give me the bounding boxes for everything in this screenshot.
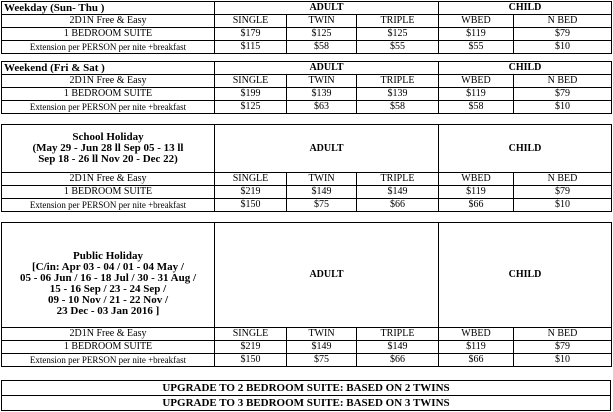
public-holiday-ext-nbed: $10 bbox=[514, 354, 612, 367]
public-holiday-title bbox=[2, 223, 215, 328]
school-holiday-title-line: School Holiday bbox=[72, 131, 144, 143]
weekday-package: 2D1N Free & Easy bbox=[2, 15, 215, 28]
weekend-header-triple: TRIPLE bbox=[357, 75, 439, 88]
weekend-room-wbed: $119 bbox=[439, 88, 514, 101]
weekday-child-header: CHILD bbox=[439, 2, 612, 15]
school-holiday-header-triple: TRIPLE bbox=[357, 173, 439, 186]
school-holiday-room-wbed: $119 bbox=[439, 186, 514, 199]
public-holiday-package: 2D1N Free & Easy bbox=[2, 328, 215, 341]
public-holiday-child-header: CHILD bbox=[439, 223, 612, 328]
school-holiday-room-twin: $149 bbox=[287, 186, 357, 199]
school-holiday-room-single: $219 bbox=[215, 186, 287, 199]
school-holiday-ext-triple: $66 bbox=[357, 199, 439, 212]
weekday-ext-triple: $55 bbox=[357, 41, 439, 54]
public-holiday-rate-table bbox=[1, 222, 612, 367]
weekend-ext-wbed: $58 bbox=[439, 101, 514, 114]
school-holiday-header-wbed: WBED bbox=[439, 173, 514, 186]
public-holiday-room-twin: $149 bbox=[287, 341, 357, 354]
school-holiday-title bbox=[2, 125, 215, 173]
school-holiday-room-nbed: $79 bbox=[514, 186, 612, 199]
weekend-room-single: $199 bbox=[215, 88, 287, 101]
school-holiday-header-twin: TWIN bbox=[287, 173, 357, 186]
weekend-ext-twin: $63 bbox=[287, 101, 357, 114]
weekday-header-nbed: N BED bbox=[514, 15, 612, 28]
weekday-title: Weekday (Sun- Thu ) bbox=[2, 2, 215, 15]
weekday-room-label: 1 BEDROOM SUITE bbox=[2, 28, 215, 41]
weekday-extension-label: Extension per PERSON per nite +breakfast bbox=[2, 41, 215, 54]
public-holiday-dates-line: [C/in: Apr 03 - 04 / 01 - 04 May / bbox=[32, 261, 184, 273]
public-holiday-header-triple: TRIPLE bbox=[357, 328, 439, 341]
school-holiday-ext-nbed: $10 bbox=[514, 199, 612, 212]
weekday-rate-table bbox=[1, 1, 612, 54]
public-holiday-title-line: Public Holiday bbox=[73, 250, 143, 262]
weekday-header-twin: TWIN bbox=[287, 15, 357, 28]
school-holiday-package: 2D1N Free & Easy bbox=[2, 173, 215, 186]
weekend-header-nbed: N BED bbox=[514, 75, 612, 88]
weekend-rate-table bbox=[1, 61, 612, 114]
weekend-package: 2D1N Free & Easy bbox=[2, 75, 215, 88]
public-holiday-header-nbed: N BED bbox=[514, 328, 612, 341]
weekday-room-twin: $125 bbox=[287, 28, 357, 41]
weekend-header-wbed: WBED bbox=[439, 75, 514, 88]
weekend-room-label: 1 BEDROOM SUITE bbox=[2, 88, 215, 101]
public-holiday-room-label: 1 BEDROOM SUITE bbox=[2, 341, 215, 354]
school-holiday-room-triple: $149 bbox=[357, 186, 439, 199]
public-holiday-dates-line: 05 - 06 Jun / 16 - 18 Jul / 30 - 31 Aug / bbox=[19, 272, 197, 284]
public-holiday-ext-triple: $66 bbox=[357, 354, 439, 367]
weekend-child-header: CHILD bbox=[439, 62, 612, 75]
public-holiday-header-single: SINGLE bbox=[215, 328, 287, 341]
weekend-adult-header: ADULT bbox=[215, 62, 439, 75]
public-holiday-ext-twin: $75 bbox=[287, 354, 357, 367]
school-holiday-extension-label: Extension per PERSON per nite +breakfast bbox=[2, 199, 215, 212]
weekend-header-twin: TWIN bbox=[287, 75, 357, 88]
weekday-header-single: SINGLE bbox=[215, 15, 287, 28]
public-holiday-room-wbed: $119 bbox=[439, 341, 514, 354]
weekend-extension-label: Extension per PERSON per nite +breakfast bbox=[2, 101, 215, 114]
public-holiday-room-single: $219 bbox=[215, 341, 287, 354]
weekday-adult-header: ADULT bbox=[215, 2, 439, 15]
school-holiday-room-label: 1 BEDROOM SUITE bbox=[2, 186, 215, 199]
weekend-room-twin: $139 bbox=[287, 88, 357, 101]
weekend-header-single: SINGLE bbox=[215, 75, 287, 88]
public-holiday-ext-single: $150 bbox=[215, 354, 287, 367]
public-holiday-ext-wbed: $66 bbox=[439, 354, 514, 367]
weekend-room-nbed: $79 bbox=[514, 88, 612, 101]
weekend-ext-single: $125 bbox=[215, 101, 287, 114]
public-holiday-dates-line: 09 - 10 Nov / 21 - 22 Nov / bbox=[47, 294, 169, 306]
school-holiday-header-single: SINGLE bbox=[215, 173, 287, 186]
weekday-header-wbed: WBED bbox=[439, 15, 514, 28]
school-holiday-dates-line: (May 29 - Jun 28 ll Sep 05 - 13 ll bbox=[32, 142, 184, 154]
school-holiday-child-header: CHILD bbox=[439, 125, 612, 173]
school-holiday-ext-single: $150 bbox=[215, 199, 287, 212]
weekend-title: Weekend (Fri & Sat ) bbox=[2, 62, 215, 75]
weekday-ext-nbed: $10 bbox=[514, 41, 612, 54]
school-holiday-dates-line: Sep 18 - 26 ll Nov 20 - Dec 22) bbox=[38, 153, 178, 165]
weekday-ext-twin: $58 bbox=[287, 41, 357, 54]
upgrade-3-bedroom-note: UPGRADE TO 3 BEDROOM SUITE: BASED ON 3 TWINS bbox=[1, 395, 611, 411]
public-holiday-dates-line: 15 - 16 Sep / 23 - 24 Sep / bbox=[49, 283, 167, 295]
weekend-ext-triple: $58 bbox=[357, 101, 439, 114]
public-holiday-header-wbed: WBED bbox=[439, 328, 514, 341]
weekend-room-triple: $139 bbox=[357, 88, 439, 101]
weekday-ext-single: $115 bbox=[215, 41, 287, 54]
weekend-ext-nbed: $10 bbox=[514, 101, 612, 114]
weekday-room-triple: $125 bbox=[357, 28, 439, 41]
weekday-ext-wbed: $55 bbox=[439, 41, 514, 54]
weekday-room-single: $179 bbox=[215, 28, 287, 41]
school-holiday-ext-wbed: $66 bbox=[439, 199, 514, 212]
school-holiday-rate-table bbox=[1, 124, 612, 212]
public-holiday-dates-line: 23 Dec - 03 Jan 2016 ] bbox=[56, 305, 160, 317]
weekday-room-nbed: $79 bbox=[514, 28, 612, 41]
weekday-room-wbed: $119 bbox=[439, 28, 514, 41]
upgrade-2-bedroom-note: UPGRADE TO 2 BEDROOM SUITE: BASED ON 2 TWINS bbox=[1, 380, 611, 396]
public-holiday-header-twin: TWIN bbox=[287, 328, 357, 341]
public-holiday-room-triple: $149 bbox=[357, 341, 439, 354]
weekday-header-triple: TRIPLE bbox=[357, 15, 439, 28]
public-holiday-extension-label: Extension per PERSON per nite +breakfast bbox=[2, 354, 215, 367]
school-holiday-adult-header: ADULT bbox=[215, 125, 439, 173]
school-holiday-ext-twin: $75 bbox=[287, 199, 357, 212]
school-holiday-header-nbed: N BED bbox=[514, 173, 612, 186]
public-holiday-adult-header: ADULT bbox=[215, 223, 439, 328]
public-holiday-room-nbed: $79 bbox=[514, 341, 612, 354]
